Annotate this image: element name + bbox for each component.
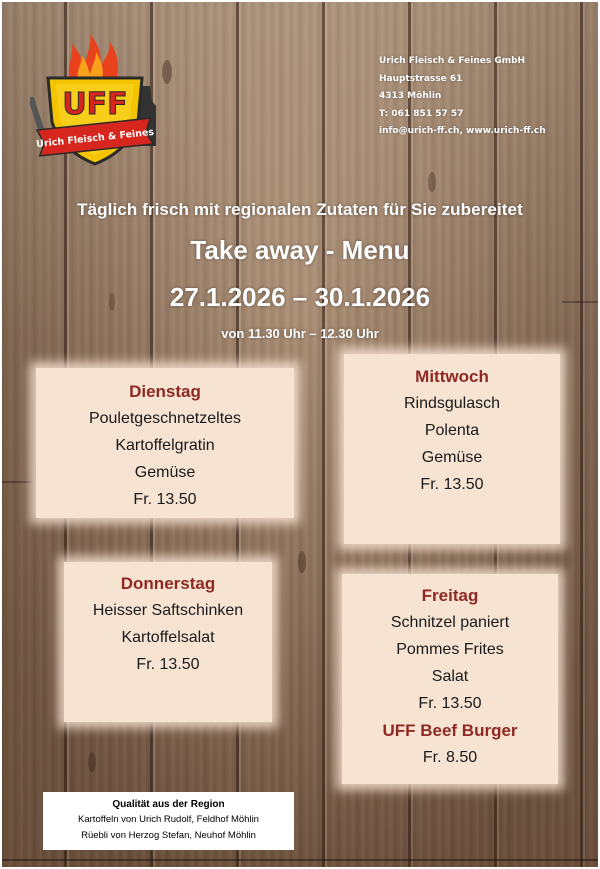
logo-banner-text: Urich Fleisch & Feines — [35, 126, 155, 151]
day-heading: Mittwoch — [415, 367, 489, 386]
card-mittwoch — [344, 354, 560, 544]
day-heading: Donnerstag — [120, 574, 216, 593]
extra-item-heading: UFF Beef Burger — [382, 721, 518, 740]
region-line: Kartoffeln von Urich Rudolf, Feldhof Möhlin — [78, 814, 259, 825]
menu-item: Schnitzel paniert — [390, 614, 510, 631]
date-range: 27.1.2026 – 30.1.2026 — [169, 282, 431, 312]
menu-item: Rindsgulasch — [403, 395, 501, 412]
company-name: Urich Fleisch & Feines GmbH — [379, 56, 526, 66]
page-title: Take away - Menu — [190, 235, 410, 265]
card-freitag — [342, 574, 558, 784]
region-line: Rüebli von Herzog Stefan, Neuhof Möhlin — [81, 830, 256, 841]
price: Fr. 13.50 — [136, 656, 200, 673]
menu-item: Heisser Saftschinken — [92, 602, 244, 619]
company-address — [379, 53, 546, 141]
menu-item: Pommes Frites — [396, 641, 504, 658]
regional-quality-box — [43, 792, 294, 850]
menu-page — [2, 2, 598, 867]
city: 4313 Möhlin — [379, 91, 442, 101]
day-heading: Dienstag — [129, 382, 201, 401]
uff-logo — [30, 26, 160, 166]
card-donnerstag — [64, 562, 272, 722]
price: Fr. 13.50 — [418, 695, 482, 712]
phone: T: 061 851 57 57 — [379, 108, 464, 119]
menu-item: Pouletgeschnetzeltes — [88, 410, 242, 427]
menu-item: Gemüse — [421, 449, 483, 466]
menu-item: Salat — [431, 668, 469, 685]
menu-item: Gemüse — [134, 464, 196, 481]
extra-price: Fr. 8.50 — [422, 749, 478, 766]
email-website[interactable]: info@urich-ff.ch, www.urich-ff.ch — [379, 126, 546, 136]
price: Fr. 13.50 — [133, 491, 197, 508]
day-heading: Freitag — [421, 586, 479, 605]
price: Fr. 13.50 — [420, 476, 484, 493]
region-heading: Qualität aus der Region — [112, 799, 225, 810]
logo-text: UFF — [62, 87, 128, 122]
menu-item: Kartoffelgratin — [115, 437, 215, 454]
card-dienstag — [36, 368, 294, 518]
tagline: Täglich frisch mit regionalen Zutaten für Sie zubereitet — [77, 200, 523, 219]
opening-hours: von 11.30 Uhr – 12.30 Uhr — [221, 326, 379, 341]
street: Hauptstrasse 61 — [379, 73, 463, 84]
menu-item: Kartoffelsalat — [121, 629, 215, 646]
menu-item: Polenta — [424, 422, 480, 439]
